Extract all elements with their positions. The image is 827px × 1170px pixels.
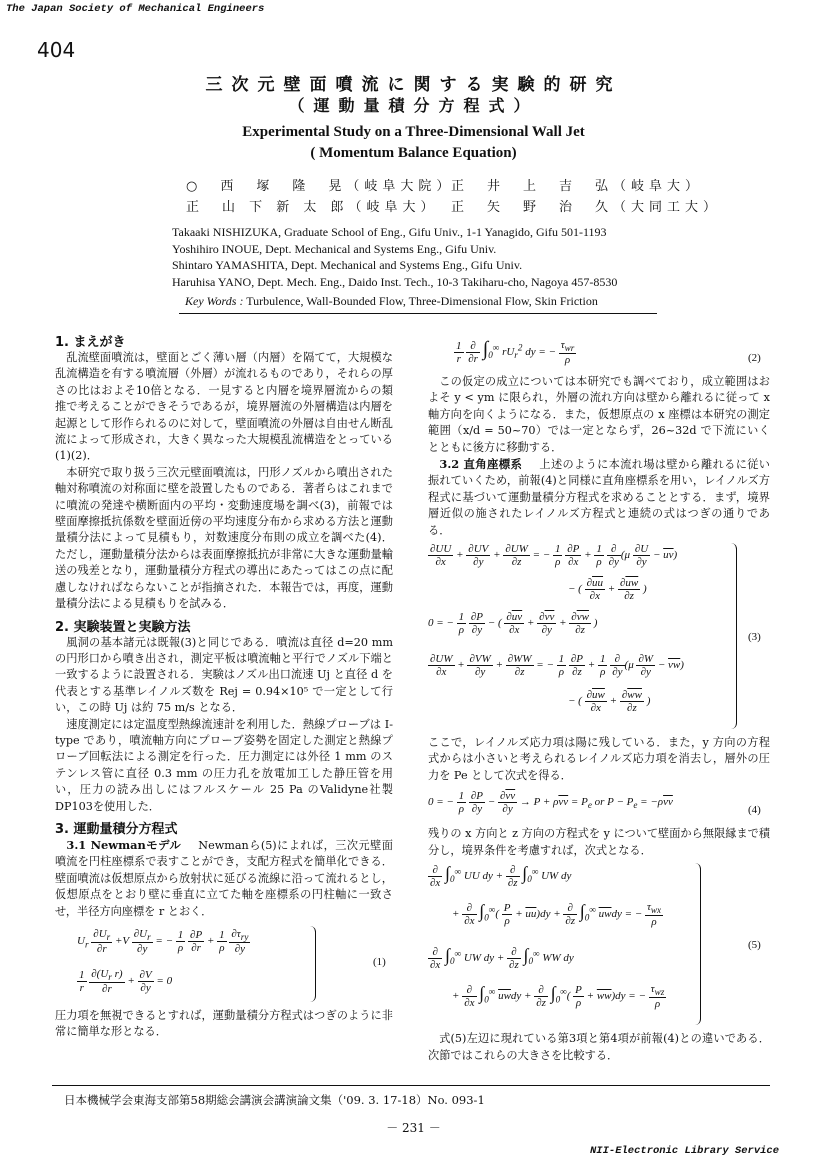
service-footer: NII-Electronic Library Service [590,1145,780,1157]
affiliation-line: Yoshihiro INOUE, Dept. Mechanical and Systems Eng., Gifu Univ. [172,241,497,256]
affiliation-line: Shintaro YAMASHITA, Dept. Mechanical and Systems Eng., Gifu Univ. [172,258,523,272]
equation-3-number: (3) [748,631,761,644]
author-row1-left: ○ 西 塚 隆 晃（岐阜大院） [186,179,455,194]
paragraph: 残りの x 方向と z 方向の方程式を y について壁面から無限縁まで積分し，境界条件を考慮すれば，次式となる． [428,827,770,857]
page-number: － 231 － [386,1121,441,1135]
author-row2-left: 正 山 下 新 太 郎（岐阜大） [186,200,439,215]
equation-2: $\frac{1}{r}$ $\frac{\partial}{\partial r}$ $\int_0^\infty$ $rU_r^2$ dy = − $\frac{\tau_{wr}}{\rho}$ (2) [456,338,761,367]
section-3-title: 3. 運動量積分方程式 [55,821,178,837]
japanese-title: 三次元壁面噴流に関する実験的研究 [205,75,622,95]
subsection-3-2-title: 3.2 直角座標系 [439,457,523,472]
society-header: The Japan Society of Mechanical Engineers [6,3,265,15]
keywords-label: Key Words : [185,294,244,308]
right-column [428,338,770,1064]
keywords-text: Turbulence, Wall-Bounded Flow, Three-Dimensional Flow, Skin Friction [246,294,598,308]
section-1-paragraph: 乱流壁面噴流は，壁面とごく薄い層（内層）を隔てて，大規模な乱流構造を有する噴流層（外層）が流れるものであり，それらの厚さの比はおよそ10倍となる．一見すると内層を境界層流からの類推で考えることができそうであるが，境界層流の外層構造は内層を起源として形作られるのに対して，壁面噴流の外層は自由せん断乱流によって形成され，大きく異なった大規模乱流構造をとっている(1)(2)． [55,351,393,463]
paragraph: 式(5)左辺に現れている第3項と第4項が前報(4)との違いである．次節ではこれらの大きさを比較する． [428,1032,770,1062]
author-row2-right: 正 矢 野 治 久（大同工大） [451,200,722,215]
subsection-3-1-title: 3.1 Newmanモデル [66,837,182,852]
author-row1-right: 正 井 上 吉 弘（岐阜大） [451,179,704,194]
equation-5: $\frac{\partial}{\partial x}$ $\int_0^\infty$ UU dy + $\frac{\partial}{\partial z}$ $\int_0^\infty$ UW dy + $\frac{\partial}{\partial x}$ $\int_0^\infty$( $\frac{P}{\rho}$ + $\overline{uu})dy$ + $\frac{\partial}{\partial z}$ $\int_0^\infty$ $\overline{uw}dy$ = − $\frac{\tau_{wx}}{\rho}$ $\frac{\partial}{\partial x}$ $\int_0^\infty$ UW dy + $\frac{\partial}{\partial z}$ $\int_0^\infty$ WW dy + $\frac{\partial}{\partial x}$ $\int_0^\infty$ $\overline{uw}dy$ + $\frac{\partial}{\partial z}$ $\int_0^\infty$( $\frac{P}{\rho}$ + $\overline{ww})dy$ = − $\frac{\tau_{wz}}{\rho}$ (5) [428,863,770,1031]
english-title: Experimental Study on a Three-Dimensional Wall Jet [242,124,585,140]
section-1-paragraph: 本研究で取り扱う三次元壁面噴流は，円形ノズルから噴出された軸対称噴流の対称面に壁を設置したものである．著者らはこれまでに噴流の発達や横断面内の平均・変動速度場を調べ(3)，前報では壁面摩擦抵抗係数を壁面近傍の平均速度分布から求める方法と運動量積分法によって見積もり，対数速度分布則の成立を調べた(4)．ただし，運動量積分法からは表面摩擦抵抗が非常に大きな運動量輸送の残差となり，運動量積分方程式の導出にあたってはこの点に配慮しなければならないことが指摘された．本報告では，再度，運動量積分法による見積もりを試みる． [55,465,393,611]
equation-4-number: (4) [748,804,761,817]
page-id: 404 [37,38,76,62]
paragraph: ここで，レイノルズ応力項は陽に残している．また，y 方向の方程式からは小さいと考えられるレイノルズ応力項を消去し，層外の圧力を Pe として次式を得る． [428,736,770,782]
subsection-3-1-paragraph: 圧力項を無視できるとすれば，運動量積分方程式はつぎのように非常に簡単な形となる． [55,1009,393,1039]
subsection-3-1-paragraph: Newmanら(5)によれば，三次元壁面噴流を円柱座標系で表すことができ，支配方程式を簡単化できる．壁面噴流は仮想原点から放射状に延びる流線に沿って流れるとし，仮想原点をとおり壁に垂直に立てた軸を座標系の円柱軸に一致させ，半径方向座標を r とおく． [55,838,393,918]
affiliation-line: Haruhisa YANO, Dept. Mech. Eng., Daido Inst. Tech., 10-3 Takiharu-cho, Nagoya 457-8530 [172,274,618,289]
subsection-3-2-paragraph: 上述のように本流れ場は壁から離れるに従い振れていくため，前報(4)と同様に直角座標系を用い，レイノルズ方程式に基づいて運動量積分方程式を求めることとする．まず，境界層近似の施されたレイノルズ方程式と連続の式はつぎの通りである． [428,458,770,537]
section-1-title: 1. まえがき [55,335,126,350]
section-2-title: 2. 実験装置と実験方法 [55,619,191,635]
equation-1-number: (1) [373,956,386,968]
footer-rule [52,1085,770,1086]
left-column [55,331,393,1041]
equation-1: $U_r$ $\frac{\partial U_r}{\partial r}$ +V $\frac{\partial U_r}{\partial y}$ = − $\frac{1}{\rho}$ $\frac{\partial P}{\partial r}$ + $\frac{1}{\rho}$ $\frac{\partial\tau_{ry}}{\partial y}$ $\frac{1}{r}$ $\frac{\partial(U_r r)}{\partial r}$ + $\frac{\partial V}{\partial y}$ = 0 (1) [55,926,393,1008]
paragraph: この仮定の成立については本研究でも調べており，成立範囲はおよそ y < ym に限られ，外層の流れ方向は壁から離れるに従って x 軸方向を向くようになる．また，仮想原点の x 座標は本研究の測定範囲（x/d = 50~70）では一定とならず，26~32d で下流にいくとともに後方に移動する． [428,375,770,454]
affiliation-line: Takaaki NISHIZUKA, Graduate School of Eng., Gifu Univ., 1-1 Yanagido, Gifu 501-1193 [172,225,607,239]
equation-5-number: (5) [748,939,761,952]
english-subtitle: ( Momentum Balance Equation) [310,145,517,161]
affiliations [172,224,732,290]
keywords [185,293,598,310]
keywords-rule [179,313,657,314]
proceedings-footer: 日本機械学会東海支部第58期総会講演会講演論文集（'09. 3. 17-18）No. 093-1 [64,1093,485,1107]
section-2-paragraph: 速度測定には定温度型熱線流速計を利用した．熱線プローブは I-type であり，噴流軸方向にプローブ姿勢を固定した測定と熱線プローブ回転法による測定を行った．圧力測定には外径 1 mm のステンレス管に直径 0.3 mm の圧力孔を放電加工した静圧管を用い，圧力の読み出しにはフルスケール 25 Pa のValidyne社製DP103を使用した． [55,717,393,813]
equation-3: $\frac{\partial UU}{\partial x}$ + $\frac{\partial UV}{\partial y}$ + $\frac{\partial UW}{\partial z}$ = − $\frac{1}{\rho}$ $\frac{\partial P}{\partial x}$ + $\frac{1}{\rho}$ $\frac{\partial}{\partial y}$ (μ $\frac{\partial U}{\partial y}$ − $\overline{uv}$) − ( $\frac{\partial\overline{uu}}{\partial x}$ + $\frac{\partial\overline{uw}}{\partial z}$ ) 0 = − $\frac{1}{\rho}$ $\frac{\partial P}{\partial y}$ − ( $\frac{\partial\overline{uv}}{\partial x}$ + $\frac{\partial\overline{vv}}{\partial y}$ + $\frac{\partial\overline{vw}}{\partial z}$ ) $\frac{\partial UW}{\partial x}$ + $\frac{\partial VW}{\partial y}$ + $\frac{\partial WW}{\partial z}$ = − $\frac{1}{\rho}$ $\frac{\partial P}{\partial z}$ + $\frac{1}{\rho}$ $\frac{\partial}{\partial y}$ (μ $\frac{\partial W}{\partial y}$ − $\overline{vw}$) − ( $\frac{\partial\overline{uw}}{\partial x}$ + $\frac{\partial\overline{ww}}{\partial z}$ ) (3) [428,543,770,735]
equation-2-number: (2) [748,352,761,364]
equation-4: 0 = − $\frac{1}{\rho}$ $\frac{\partial P}{\partial y}$ − $\frac{\partial\overline{vv}}{\partial y}$ → $P + \rho\overline{vv} = P_e$ or $P - P_e = -\rho\overline{vv}$ (4) [428,790,761,817]
section-2-paragraph: 風洞の基本諸元は既報(3)と同じである．噴流は直径 d=20 mm の円形口から噴き出され，測定平板は噴流軸と平行でノズル下端と一致するように設置される．実験はノズル出口流速 Uj と直径 d を代表とする基準レイノルズ数を Rej = 0.94×10⁵ で一定として行い，この時 Uj は約 75 m/s となる． [55,635,393,715]
japanese-subtitle: （運動量積分方程式） [288,96,539,115]
